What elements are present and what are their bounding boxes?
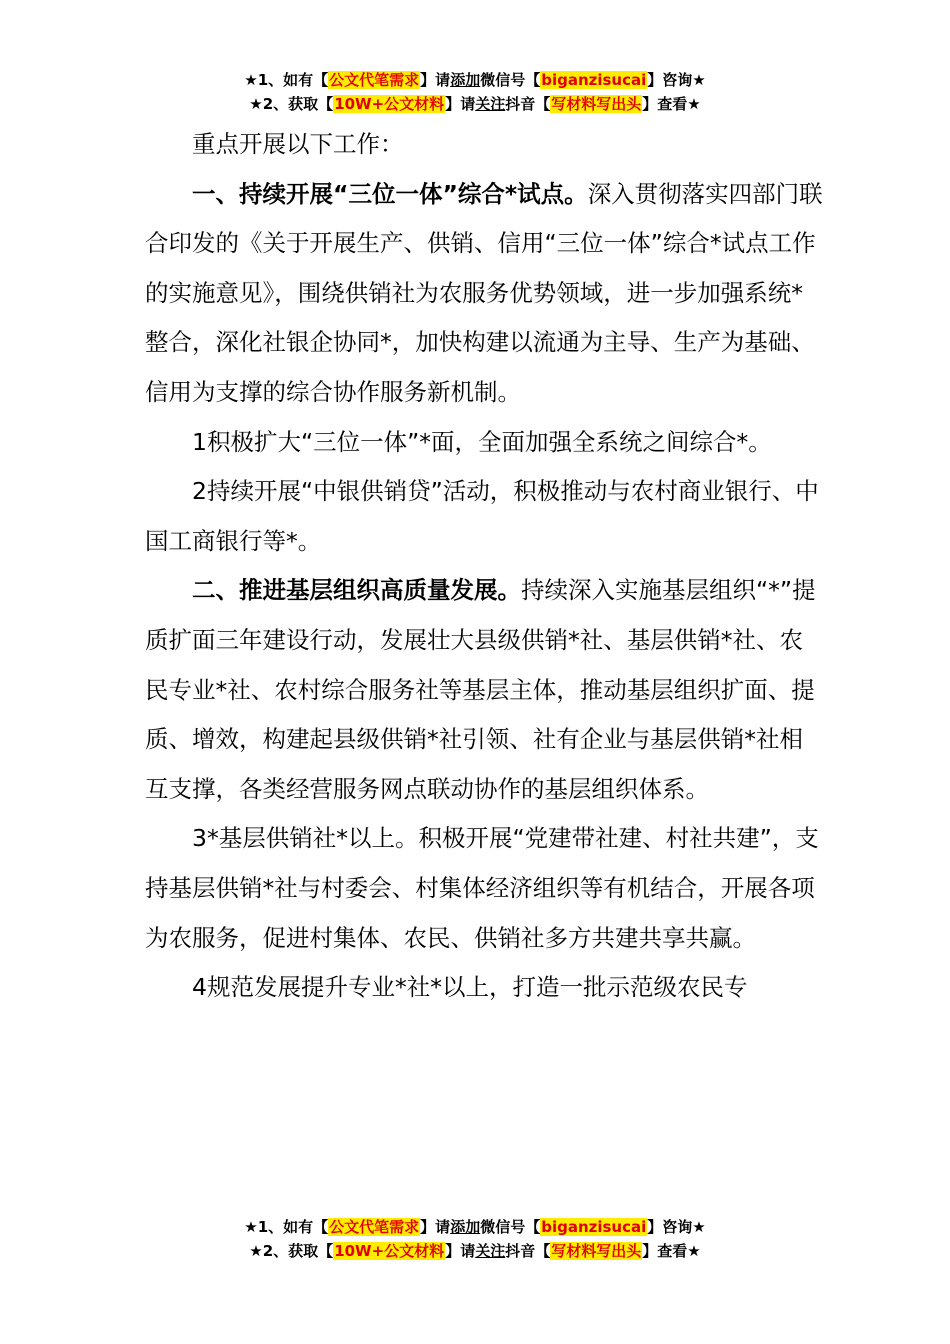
item-2-paragraph: 2持续开展“中银供销贷”活动，积极推动与农村商业银行、中国工商银行等*。 <box>145 477 819 555</box>
promo-footer <box>0 1215 950 1263</box>
promo-line-2: ★2、获取【10W+公文材料】请关注抖音【写材料写出头】查看★ <box>249 95 701 113</box>
promo-line-1: ★1、如有【公文代笔需求】请添加微信号【biganzisucai】咨询★ <box>244 1218 706 1236</box>
section-1-heading: 一、持续开展“三位一体”综合*试点。 <box>192 179 588 208</box>
item-3-paragraph: 3*基层供销社*以上。积极开展“党建带社建、村社共建”，支持基层供销*社与村委会、村集体经济组织等有机结合，开展各项为农服务，促进村集体、农民、供销社多方共建共享共赢。 <box>145 824 819 952</box>
highlight-douyin-id: 写材料写出头 <box>551 1242 642 1260</box>
section-2-paragraph <box>145 566 825 814</box>
item-4-paragraph: 4规范发展提升专业*社*以上，打造一批示范级农民专 <box>192 973 748 1002</box>
promo-header <box>0 68 950 116</box>
document-body <box>145 120 825 1013</box>
highlight-service: 公文代笔需求 <box>329 71 420 89</box>
item-1-paragraph: 1积极扩大“三位一体”*面，全面加强全系统之间综合*。 <box>192 427 772 456</box>
highlight-materials: 10W+公文材料 <box>334 1242 445 1260</box>
highlight-douyin-id: 写材料写出头 <box>551 95 642 113</box>
highlight-wechat-id: biganzisucai <box>541 1218 647 1236</box>
promo-line-2: ★2、获取【10W+公文材料】请关注抖音【写材料写出头】查看★ <box>249 1242 701 1260</box>
section-2-heading: 二、推进基层组织高质量发展。 <box>192 576 521 605</box>
promo-line-1: ★1、如有【公文代笔需求】请添加微信号【biganzisucai】咨询★ <box>244 71 706 89</box>
highlight-materials: 10W+公文材料 <box>334 95 445 113</box>
highlight-wechat-id: biganzisucai <box>541 71 647 89</box>
section-1-paragraph <box>145 170 825 418</box>
section-1-body: 深入贯彻落实四部门联合印发的《关于开展生产、供销、信用“三位一体”综合*试点工作的实施意见》，围绕供销社为农服务优势领域，进一步加强系统*整合，深化社银企协同*，加快构建以流通为主导、生产为基础、信用为支撑的综合协作服务新机制。 <box>145 179 823 406</box>
intro-paragraph: 重点开展以下工作： <box>192 130 404 158</box>
section-2-body: 持续深入实施基层组织“*”提质扩面三年建设行动，发展壮大县级供销*社、基层供销*社、农民专业*社、农村综合服务社等基层主体，推动基层组织扩面、提质、增效，构建起县级供销*社引领、社有企业与基层供销*社相互支撑，各类经营服务网点联动协作的基层组织体系。 <box>145 576 816 803</box>
highlight-service: 公文代笔需求 <box>329 1218 420 1236</box>
